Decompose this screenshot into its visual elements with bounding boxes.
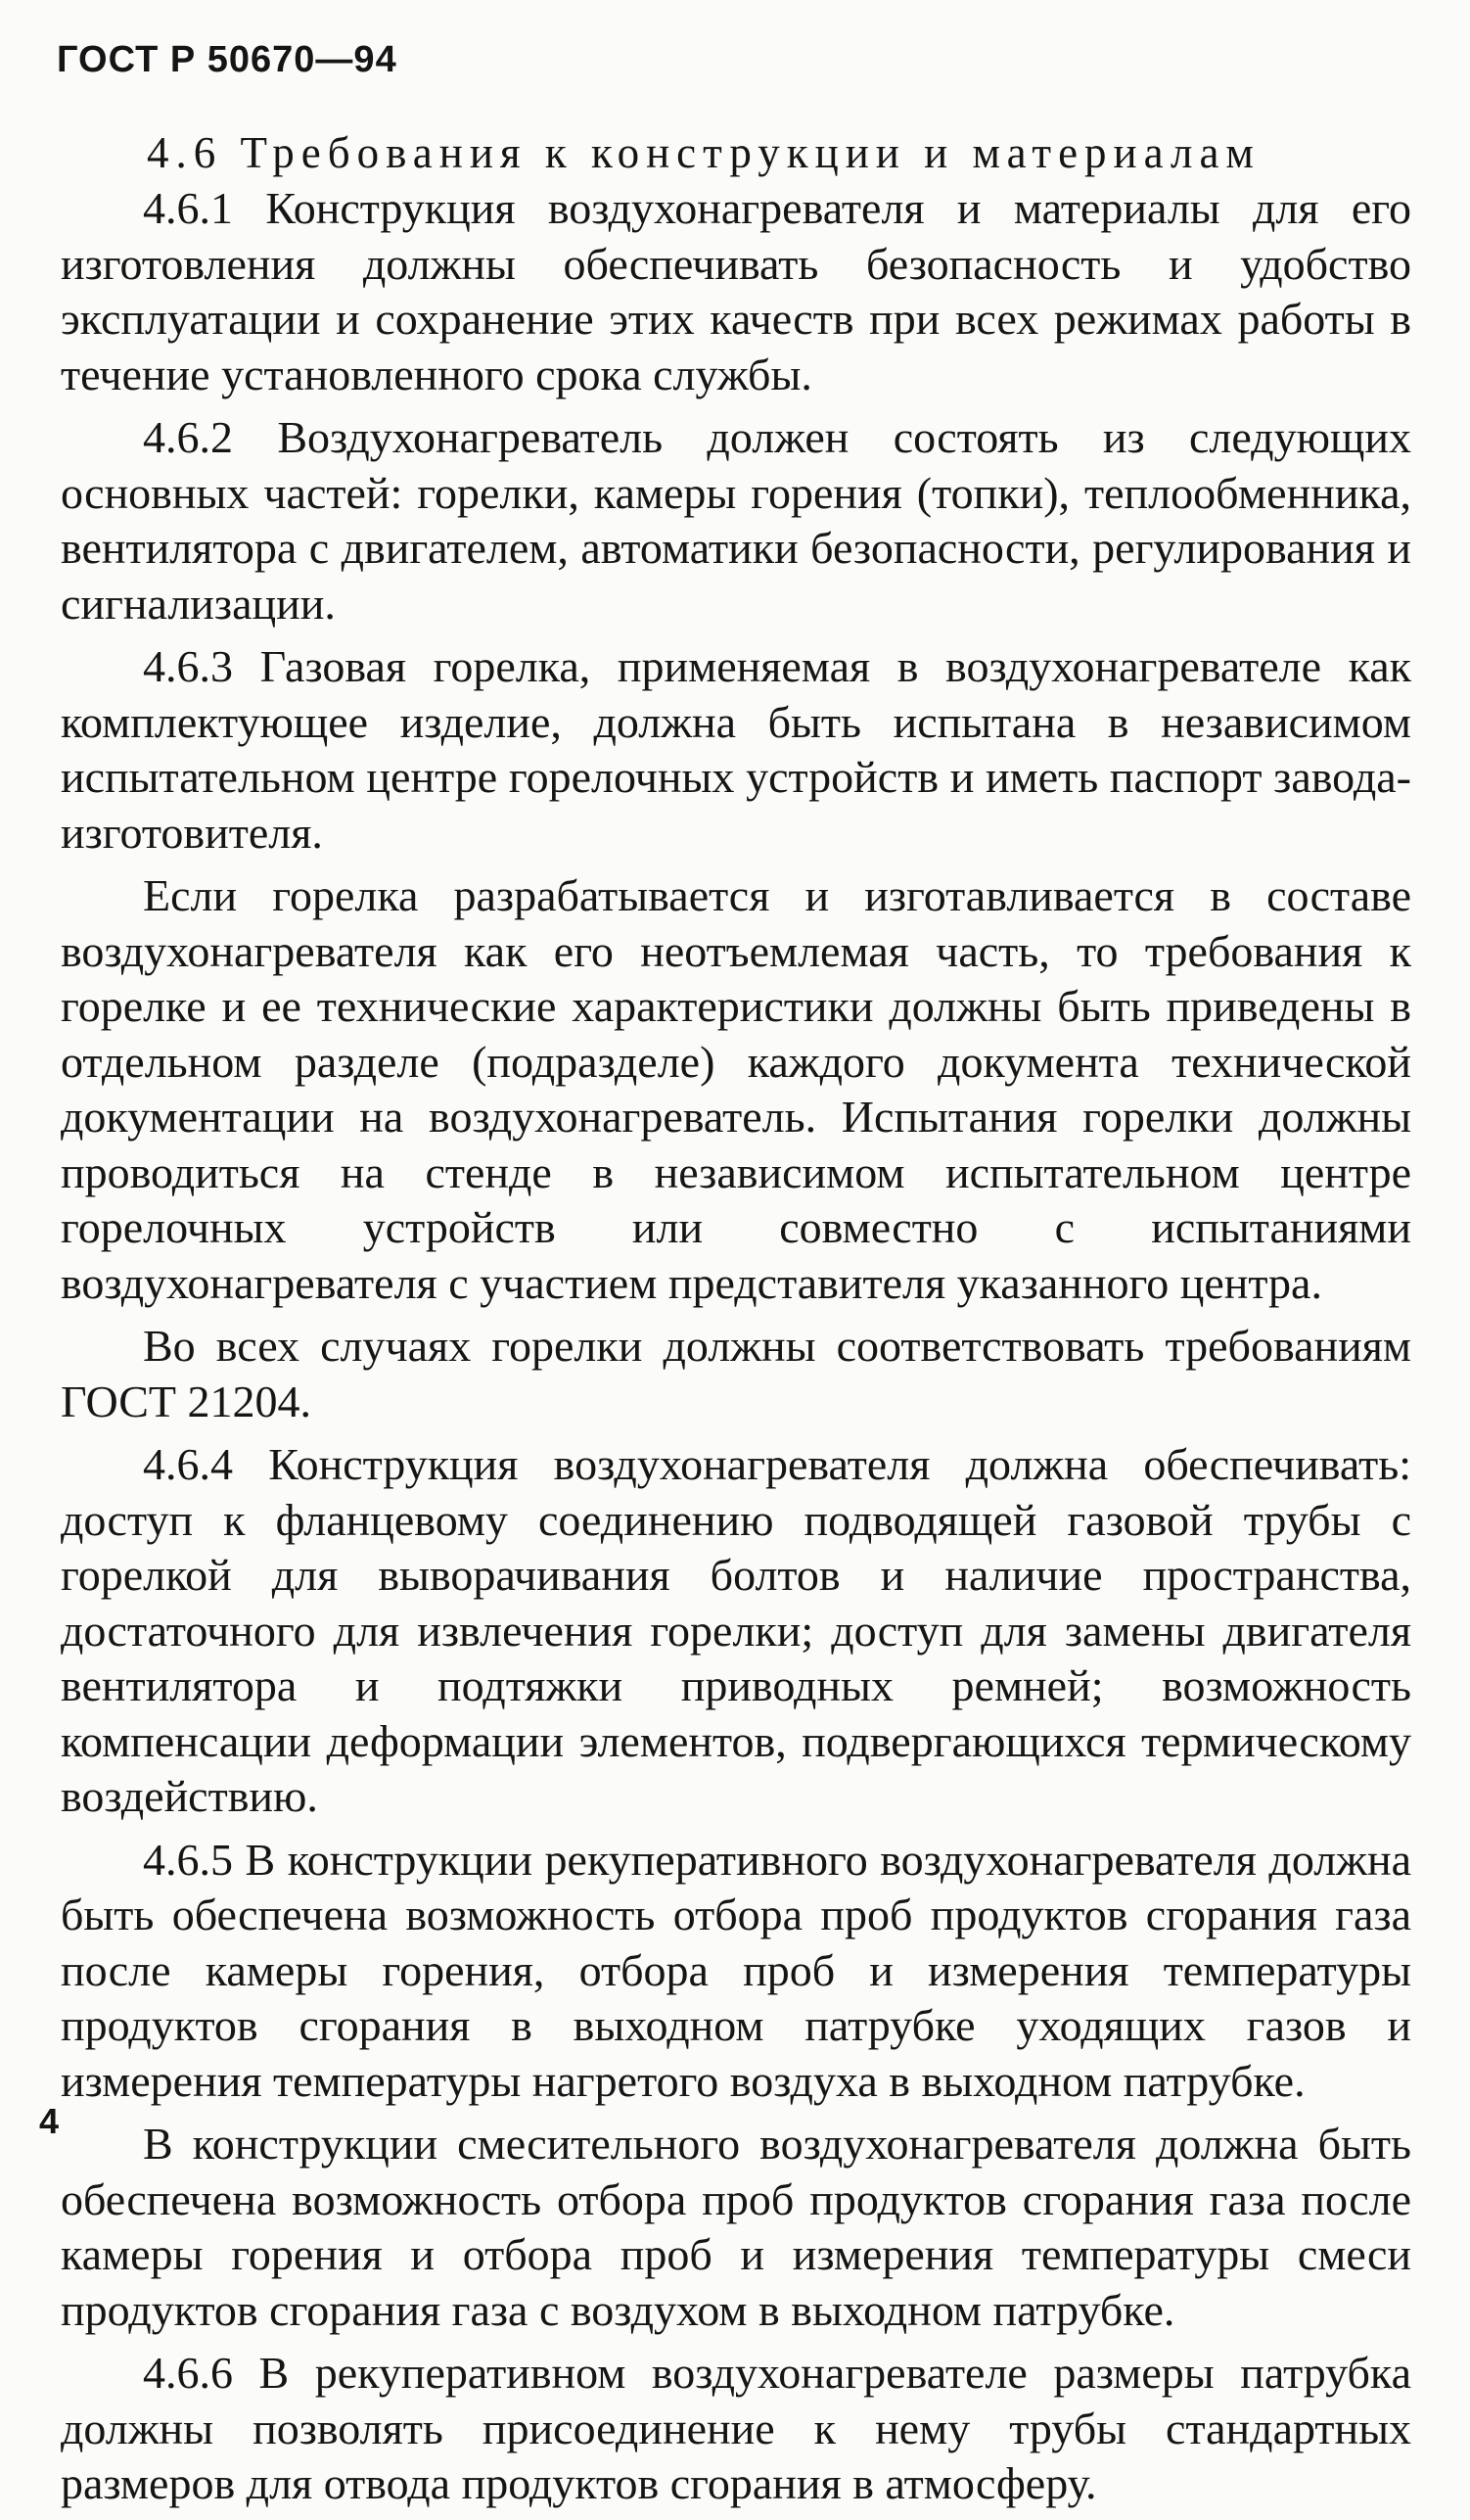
paragraph-burner-integral: Если горелка разрабатывается и изготавливается в составе воздухонагревателя как его неотъемлемая часть, то требования к горелке и ее технические характеристики должны быть приведены в отдельном разделе (подразделе) каждого документа технической документации на воздухонагреватель. Испытания горелки должны проводиться на стенде в независимом испытательном центре горелочных устройств или совместно с испытаниями воздухонагревателя с участием представителя указанного центра.: [61, 870, 1411, 1308]
page-number: 4: [39, 2101, 60, 2141]
document-body: [61, 125, 1411, 2520]
paragraph-4-6-6: 4.6.6 В рекуперативном воздухонагревателе размеры патрубка должны позволять присоединение к нему трубы стандартных размеров для отвода продуктов сгорания в атмосферу.: [61, 2348, 1411, 2508]
paragraph-4-6-4: 4.6.4 Конструкция воздухонагревателя должна обеспечивать: доступ к фланцевому соединению подводящей газовой трубы с горелкой для выворачивания болтов и наличие пространства, достаточного для извлечения горелки; доступ для замены двигателя вентилятора и подтяжки приводных ремней; возможность компенсации деформации элементов, подвергающихся термическому воздействию.: [61, 1439, 1411, 1821]
paragraph-burner-gost: Во всех случаях горелки должны соответствовать требованиям ГОСТ 21204.: [61, 1321, 1411, 1426]
paragraph-4-6-3: 4.6.3 Газовая горелка, применяемая в воздухонагревателе как комплектующее изделие, должна быть испытана в независимом испытательном центре горелочных устройств и иметь паспорт завода-изготовителя.: [61, 641, 1411, 858]
document-header: ГОСТ Р 50670—94: [57, 39, 397, 80]
paragraph-4-6-1: 4.6.1 Конструкция воздухонагревателя и материалы для его изготовления должны обеспечивать безопасность и удобство эксплуатации и сохранение этих качеств при всех режимах работы в течение установленного срока службы.: [61, 183, 1411, 399]
section-title: 4.6 Требования к конструкции и материалам: [147, 128, 1261, 177]
paragraph-mixing-heater: В конструкции смесительного воздухонагревателя должна быть обеспечена возможность отбора проб продуктов сгорания газа после камеры горения и отбора проб и измерения температуры смеси продуктов сгорания газа с воздухом в выходном патрубке.: [61, 2119, 1411, 2335]
paragraph-4-6-5: 4.6.5 В конструкции рекуперативного воздухонагревателя должна быть обеспечена возможность отбора проб продуктов сгорания газа после камеры горения, отбора проб и измерения температуры продуктов сгорания в выходном патрубке уходящих газов и измерения температуры нагретого воздуха в выходном патрубке.: [61, 1834, 1411, 2106]
paragraph-4-6-2: 4.6.2 Воздухонагреватель должен состоять из следующих основных частей: горелки, камеры горения (топки), теплообменника, вентилятора с двигателем, автоматики безопасности, регулирования и сигнализации.: [61, 412, 1411, 629]
